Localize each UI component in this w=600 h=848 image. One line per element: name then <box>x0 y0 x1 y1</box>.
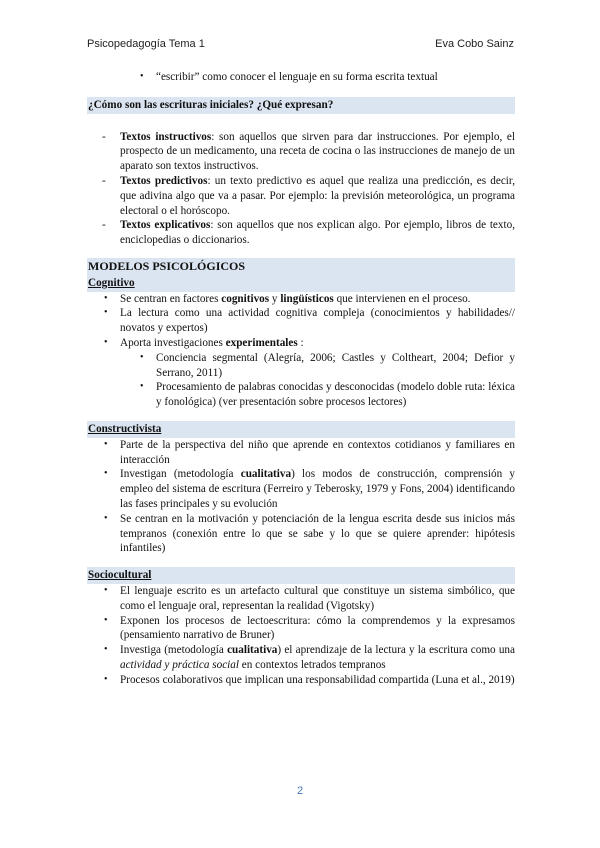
header-left-title: Psicopedagogía Tema 1 <box>87 38 205 50</box>
section-heading-modelos: MODELOS PSICOLÓGICOS <box>87 258 515 275</box>
bullet-icon: • <box>104 614 108 626</box>
section-heading-escrituras: ¿Cómo son las escrituras iniciales? ¿Qué expresan? <box>87 97 515 114</box>
bullet-icon: • <box>104 336 108 348</box>
dash-marker: - <box>102 174 106 187</box>
bullet-icon: • <box>104 512 108 524</box>
bullet-icon: • <box>104 584 108 596</box>
subheading-constructivista: Constructivista <box>87 421 515 438</box>
bullet-icon: • <box>140 381 144 393</box>
bullet-icon: • <box>140 351 144 363</box>
list-item: • Investiga (metodología cualitativa) el aprendizaje de la lectura y la escritura como una actividad y práctica social en contextos letrados tempranos <box>104 644 515 671</box>
subheading-sociocultural: Sociocultural <box>87 567 515 584</box>
list-item: - Textos instructivos: son aquellos que sirven para dar instrucciones. Por ejemplo, el prospecto de un medicamento, una receta de cocina o las instrucciones de manejo de un aparato son textos instructivos. <box>102 130 515 173</box>
list-item: • Se centran en la motivación y potenciación de la lengua escrita desde sus inicios más tempranos (conexión entre lo que se sabe y lo que se quiere aprender: hipótesis infantiles) <box>104 512 515 555</box>
list-item: • “escribir” como conocer el lenguaje en su forma escrita textual <box>140 71 438 83</box>
page-body <box>87 70 515 687</box>
list-item: - Textos predictivos: un texto predictivo es aquel que realiza una predicción, es decir, que adivina algo que va a pasar. Por ejemplo: la previsión meteorológica, un programa electoral o el horóscopo. <box>102 174 515 217</box>
list-item: • El lenguaje escrito es un artefacto cultural que constituye un sistema simbólico, que como el lenguaje oral, representan la realidad (Vigotsky) <box>104 584 515 612</box>
subheading-cognitivo: Cognitivo <box>87 275 515 292</box>
dash-marker: - <box>102 219 106 232</box>
list-item: - Textos explicativos: son aquellos que nos explican algo. Por ejemplo, libros de texto, enciclopedias o diccionarios. <box>102 219 515 247</box>
page-number: 2 <box>296 785 304 797</box>
list-item: • Parte de la perspectiva del niño que aprende en contextos cotidianos y familiares en interacción <box>104 438 515 466</box>
list-item: • Exponen los procesos de lectoescritura: cómo la comprendemos y la expresamos (pensamiento narrativo de Bruner) <box>104 614 515 642</box>
list-item: • Investigan (metodología cualitativa) los modos de construcción, comprensión y empleo del sistema de escritura (Ferreiro y Teberosky, 1979 y Fons, 2004) identificando las fases principales y su evolución <box>104 468 515 510</box>
bullet-icon: • <box>104 468 108 480</box>
list-item: • La lectura como una actividad cognitiva compleja (conocimientos y habilidades// novatos y expertos) <box>104 307 515 335</box>
bullet-icon: • <box>104 644 108 656</box>
header-author: Eva Cobo Sainz <box>435 38 514 50</box>
bullet-icon: • <box>104 307 108 319</box>
bullet-icon: • <box>104 292 108 304</box>
list-item: • Se centran en factores cognitivos y lingüísticos que intervienen en el proceso. <box>104 292 471 305</box>
bullet-icon: • <box>104 438 108 450</box>
list-item: • Procesamiento de palabras conocidas y desconocidas (modelo doble ruta: léxica y fonológica) (ver presentación sobre procesos lectores) <box>140 381 515 409</box>
bullet-icon: • <box>140 71 144 82</box>
dash-marker: - <box>102 130 106 143</box>
list-item: • Conciencia segmental (Alegría, 2006; Castles y Coltheart, 2004; Defior y Serrano, 2011) <box>140 351 515 379</box>
list-item: • Procesos colaborativos que implican una responsabilidad compartida (Luna et al., 2019) <box>104 673 515 686</box>
bullet-icon: • <box>104 673 108 685</box>
list-item: • Aporta investigaciones experimentales : <box>104 336 304 349</box>
